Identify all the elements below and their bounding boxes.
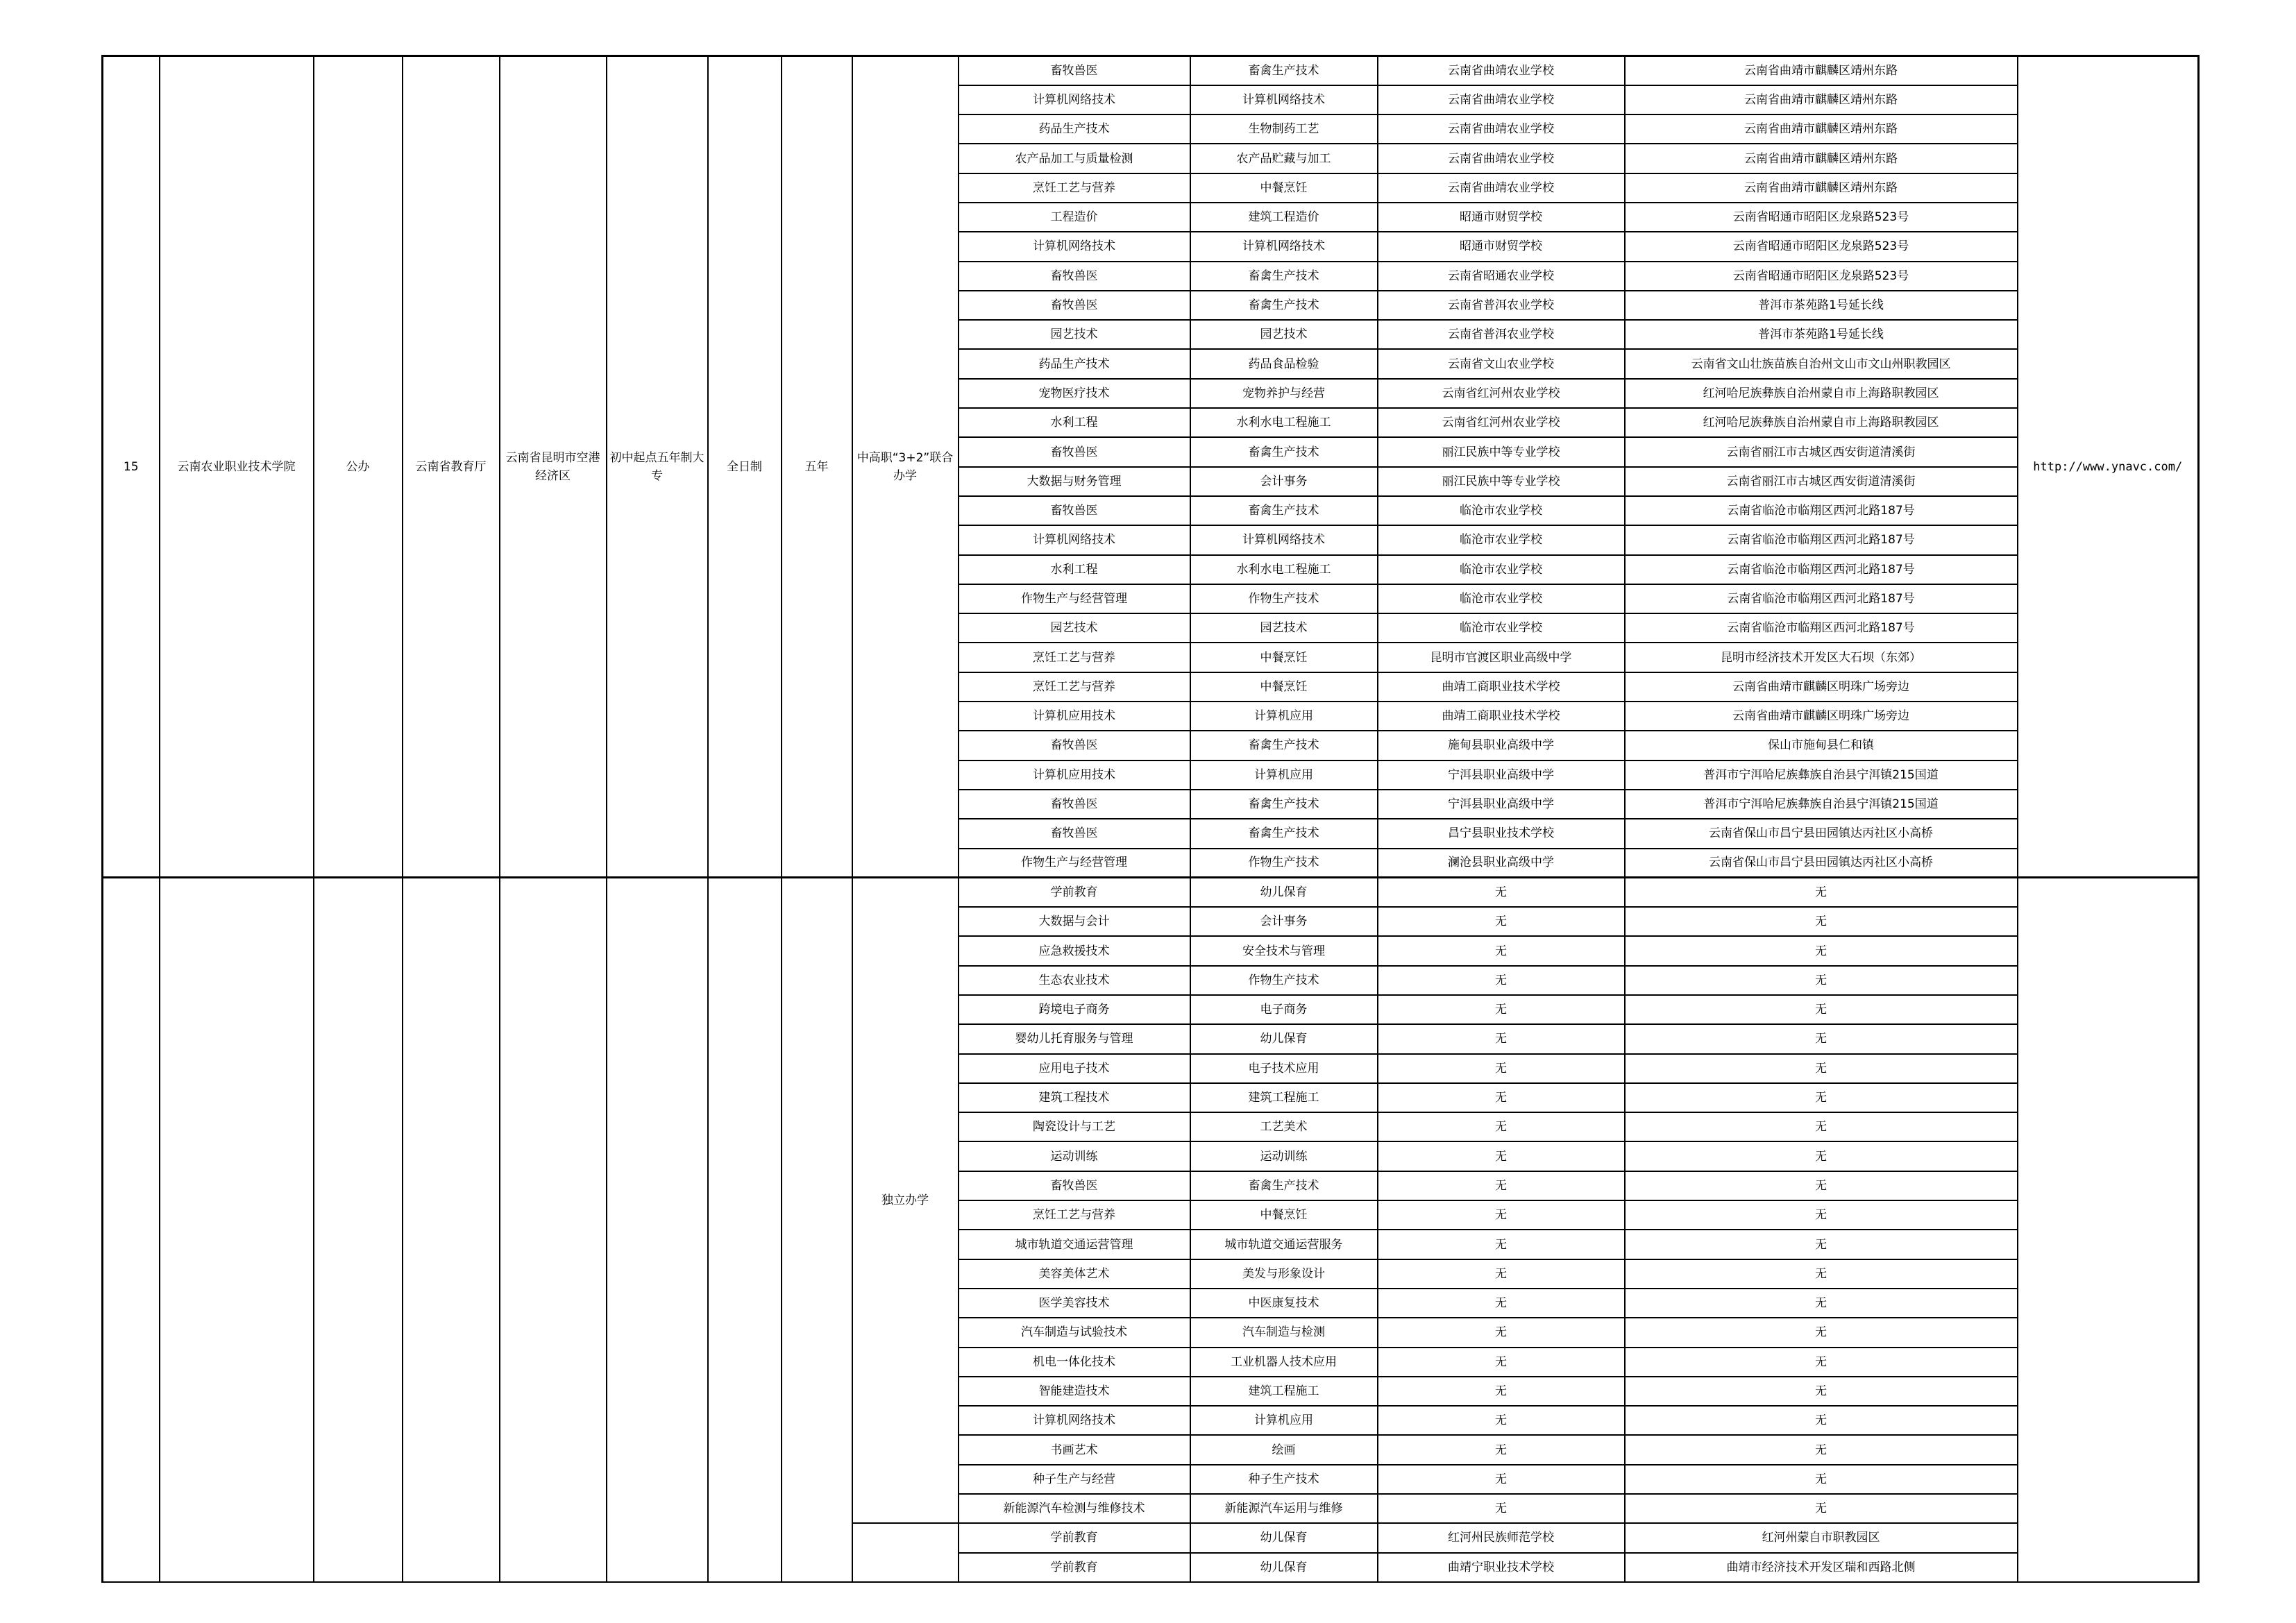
partner-address: 云南省曲靖市麒麟区靖州东路	[1625, 114, 2018, 144]
secondary-major: 药品食品检验	[1190, 349, 1378, 378]
partner-address: 无	[1625, 878, 2018, 907]
partner-address: 云南省曲靖市麒麟区明珠广场旁边	[1625, 702, 2018, 731]
secondary-major: 工业机器人技术应用	[1190, 1348, 1378, 1377]
partner-school: 无	[1378, 1171, 1625, 1200]
secondary-major: 畜禽生产技术	[1190, 1171, 1378, 1200]
major-name: 烹饪工艺与营养	[959, 173, 1190, 203]
partner-address: 曲靖市经济技术开发区瑞和西路北侧	[1625, 1553, 2018, 1582]
partner-address: 云南省临沧市临翔区西河北路187号	[1625, 555, 2018, 584]
partner-address: 无	[1625, 936, 2018, 965]
table-row	[103, 56, 2199, 85]
partner-school: 云南省曲靖农业学校	[1378, 114, 1625, 144]
competent-authority: 云南省教育厅	[403, 56, 500, 878]
partner-school: 宁洱县职业高级中学	[1378, 760, 1625, 790]
partner-address: 云南省临沧市临翔区西河北路187号	[1625, 496, 2018, 525]
cooperation-mode: 独立办学	[852, 878, 959, 1524]
major-name: 计算机网络技术	[959, 85, 1190, 114]
partner-address: 无	[1625, 1348, 2018, 1377]
partner-school: 云南省昭通农业学校	[1378, 262, 1625, 291]
secondary-major: 计算机应用	[1190, 760, 1378, 790]
major-name: 婴幼儿托育服务与管理	[959, 1024, 1190, 1053]
secondary-major: 电子商务	[1190, 995, 1378, 1024]
major-name: 生态农业技术	[959, 966, 1190, 995]
school-type: 公办	[314, 56, 403, 878]
partner-school: 无	[1378, 1024, 1625, 1053]
partner-school: 无	[1378, 1200, 1625, 1230]
school-type	[314, 878, 403, 1582]
secondary-major: 计算机网络技术	[1190, 232, 1378, 261]
cooperation-mode	[852, 1523, 959, 1582]
partner-school: 澜沧县职业高级中学	[1378, 849, 1625, 878]
secondary-major: 种子生产技术	[1190, 1465, 1378, 1494]
partner-school: 曲靖工商职业技术学校	[1378, 702, 1625, 731]
partner-address: 保山市施甸县仁和镇	[1625, 731, 2018, 760]
partner-address: 云南省丽江市古城区西安街道清溪街	[1625, 437, 2018, 466]
partner-address: 红河州蒙自市职教园区	[1625, 1523, 2018, 1552]
major-name: 畜牧兽医	[959, 790, 1190, 819]
partner-school: 云南省曲靖农业学校	[1378, 144, 1625, 173]
secondary-major: 农产品贮藏与加工	[1190, 144, 1378, 173]
school-website-link[interactable]: http://www.ynavc.com/	[2018, 56, 2199, 878]
secondary-major: 电子技术应用	[1190, 1054, 1378, 1083]
partner-address: 无	[1625, 966, 2018, 995]
major-name: 计算机应用技术	[959, 760, 1190, 790]
partner-address: 云南省丽江市古城区西安街道清溪街	[1625, 467, 2018, 496]
secondary-major: 作物生产技术	[1190, 966, 1378, 995]
partner-school: 无	[1378, 966, 1625, 995]
partner-school: 临沧市农业学校	[1378, 555, 1625, 584]
partner-address: 无	[1625, 907, 2018, 936]
major-name: 水利工程	[959, 555, 1190, 584]
secondary-major: 美发与形象设计	[1190, 1259, 1378, 1289]
partner-school: 无	[1378, 1230, 1625, 1259]
partner-address: 普洱市宁洱哈尼族彝族自治县宁洱镇215国道	[1625, 760, 2018, 790]
study-duration: 五年	[782, 56, 852, 878]
partner-school: 无	[1378, 1289, 1625, 1318]
cooperation-mode: 中高职“3+2”联合办学	[852, 56, 959, 878]
partner-address: 无	[1625, 1024, 2018, 1053]
partner-school: 临沧市农业学校	[1378, 613, 1625, 643]
major-name: 书画艺术	[959, 1435, 1190, 1464]
partner-school: 云南省普洱农业学校	[1378, 320, 1625, 349]
major-name: 宠物医疗技术	[959, 379, 1190, 408]
partner-school: 无	[1378, 1406, 1625, 1435]
partner-school: 无	[1378, 936, 1625, 965]
partner-school: 昌宁县职业技术学校	[1378, 819, 1625, 848]
major-name: 运动训练	[959, 1141, 1190, 1171]
secondary-major: 畜禽生产技术	[1190, 291, 1378, 320]
secondary-major: 畜禽生产技术	[1190, 496, 1378, 525]
partner-address: 普洱市宁洱哈尼族彝族自治县宁洱镇215国道	[1625, 790, 2018, 819]
secondary-major: 园艺技术	[1190, 320, 1378, 349]
partner-address: 云南省昭通市昭阳区龙泉路523号	[1625, 262, 2018, 291]
program-type: 初中起点五年制大专	[607, 56, 708, 878]
partner-school: 无	[1378, 1494, 1625, 1523]
school-location: 云南省昆明市空港经济区	[500, 56, 607, 878]
secondary-major: 计算机网络技术	[1190, 85, 1378, 114]
major-name: 园艺技术	[959, 613, 1190, 643]
secondary-major: 中餐烹饪	[1190, 173, 1378, 203]
major-name: 作物生产与经营管理	[959, 584, 1190, 613]
study-mode	[708, 878, 782, 1582]
partner-address: 普洱市茶苑路1号延长线	[1625, 320, 2018, 349]
partner-address: 云南省保山市昌宁县田园镇达丙社区小高桥	[1625, 819, 2018, 848]
secondary-major: 建筑工程造价	[1190, 203, 1378, 232]
partner-address: 云南省曲靖市麒麟区靖州东路	[1625, 144, 2018, 173]
partner-address: 云南省曲靖市麒麟区靖州东路	[1625, 173, 2018, 203]
partner-school: 云南省红河州农业学校	[1378, 379, 1625, 408]
secondary-major: 畜禽生产技术	[1190, 819, 1378, 848]
secondary-major: 中餐烹饪	[1190, 672, 1378, 702]
secondary-major: 畜禽生产技术	[1190, 56, 1378, 85]
major-name: 烹饪工艺与营养	[959, 1200, 1190, 1230]
partner-address: 无	[1625, 1406, 2018, 1435]
partner-address: 云南省临沧市临翔区西河北路187号	[1625, 584, 2018, 613]
partner-address: 无	[1625, 1494, 2018, 1523]
major-name: 畜牧兽医	[959, 496, 1190, 525]
major-name: 大数据与财务管理	[959, 467, 1190, 496]
partner-school: 云南省曲靖农业学校	[1378, 85, 1625, 114]
major-name: 药品生产技术	[959, 349, 1190, 378]
major-name: 畜牧兽医	[959, 56, 1190, 85]
partner-school: 无	[1378, 907, 1625, 936]
secondary-major: 水利水电工程施工	[1190, 555, 1378, 584]
major-name: 畜牧兽医	[959, 437, 1190, 466]
secondary-major: 生物制药工艺	[1190, 114, 1378, 144]
partner-school: 临沧市农业学校	[1378, 496, 1625, 525]
secondary-major: 园艺技术	[1190, 613, 1378, 643]
major-name: 大数据与会计	[959, 907, 1190, 936]
partner-address: 无	[1625, 1259, 2018, 1289]
partner-address: 云南省临沧市临翔区西河北路187号	[1625, 525, 2018, 554]
partner-school: 临沧市农业学校	[1378, 525, 1625, 554]
major-name: 种子生产与经营	[959, 1465, 1190, 1494]
major-name: 城市轨道交通运营管理	[959, 1230, 1190, 1259]
partner-school: 昭通市财贸学校	[1378, 232, 1625, 261]
secondary-major: 幼儿保育	[1190, 1523, 1378, 1552]
competent-authority	[403, 878, 500, 1582]
partner-school: 红河州民族师范学校	[1378, 1523, 1625, 1552]
major-name: 美容美体艺术	[959, 1259, 1190, 1289]
major-name: 农产品加工与质量检测	[959, 144, 1190, 173]
secondary-major: 幼儿保育	[1190, 1553, 1378, 1582]
major-name: 医学美容技术	[959, 1289, 1190, 1318]
major-name: 学前教育	[959, 1523, 1190, 1552]
enrollment-table	[101, 55, 2200, 1583]
study-mode: 全日制	[708, 56, 782, 878]
major-name: 园艺技术	[959, 320, 1190, 349]
partner-school: 无	[1378, 1318, 1625, 1347]
secondary-major: 计算机应用	[1190, 1406, 1378, 1435]
school-website-link[interactable]	[2018, 878, 2199, 1582]
major-name: 应急救援技术	[959, 936, 1190, 965]
table-row	[103, 878, 2199, 907]
secondary-major: 幼儿保育	[1190, 878, 1378, 907]
secondary-major: 会计事务	[1190, 907, 1378, 936]
secondary-major: 建筑工程施工	[1190, 1377, 1378, 1406]
secondary-major: 作物生产技术	[1190, 584, 1378, 613]
partner-school: 施甸县职业高级中学	[1378, 731, 1625, 760]
program-type	[607, 878, 708, 1582]
partner-address: 云南省昭通市昭阳区龙泉路523号	[1625, 203, 2018, 232]
secondary-major: 计算机应用	[1190, 702, 1378, 731]
secondary-major: 畜禽生产技术	[1190, 790, 1378, 819]
major-name: 烹饪工艺与营养	[959, 672, 1190, 702]
partner-school: 无	[1378, 1465, 1625, 1494]
partner-school: 宁洱县职业高级中学	[1378, 790, 1625, 819]
major-name: 药品生产技术	[959, 114, 1190, 144]
secondary-major: 幼儿保育	[1190, 1024, 1378, 1053]
secondary-major: 建筑工程施工	[1190, 1083, 1378, 1112]
secondary-major: 城市轨道交通运营服务	[1190, 1230, 1378, 1259]
secondary-major: 中医康复技术	[1190, 1289, 1378, 1318]
partner-school: 无	[1378, 1259, 1625, 1289]
major-name: 新能源汽车检测与维修技术	[959, 1494, 1190, 1523]
partner-address: 无	[1625, 1230, 2018, 1259]
major-name: 学前教育	[959, 1553, 1190, 1582]
partner-school: 曲靖宁职业技术学校	[1378, 1553, 1625, 1582]
partner-school: 无	[1378, 1054, 1625, 1083]
major-name: 机电一体化技术	[959, 1348, 1190, 1377]
partner-school: 云南省红河州农业学校	[1378, 408, 1625, 437]
major-name: 水利工程	[959, 408, 1190, 437]
major-name: 作物生产与经营管理	[959, 849, 1190, 878]
study-duration	[782, 878, 852, 1582]
major-name: 计算机网络技术	[959, 525, 1190, 554]
partner-school: 丽江民族中等专业学校	[1378, 467, 1625, 496]
table-body	[103, 56, 2199, 1582]
partner-address: 云南省临沧市临翔区西河北路187号	[1625, 613, 2018, 643]
partner-school: 无	[1378, 1083, 1625, 1112]
partner-school: 无	[1378, 1377, 1625, 1406]
secondary-major: 中餐烹饪	[1190, 1200, 1378, 1230]
partner-school: 无	[1378, 1435, 1625, 1464]
secondary-major: 作物生产技术	[1190, 849, 1378, 878]
secondary-major: 宠物养护与经营	[1190, 379, 1378, 408]
major-name: 计算机网络技术	[959, 1406, 1190, 1435]
major-name: 陶瓷设计与工艺	[959, 1112, 1190, 1141]
major-name: 建筑工程技术	[959, 1083, 1190, 1112]
school-name	[160, 878, 314, 1582]
partner-address: 无	[1625, 1054, 2018, 1083]
partner-school: 丽江民族中等专业学校	[1378, 437, 1625, 466]
major-name: 应用电子技术	[959, 1054, 1190, 1083]
partner-school: 无	[1378, 995, 1625, 1024]
partner-school: 无	[1378, 1348, 1625, 1377]
secondary-major: 中餐烹饪	[1190, 643, 1378, 672]
major-name: 畜牧兽医	[959, 1171, 1190, 1200]
major-name: 计算机网络技术	[959, 232, 1190, 261]
partner-address: 云南省昭通市昭阳区龙泉路523号	[1625, 232, 2018, 261]
partner-school: 曲靖工商职业技术学校	[1378, 672, 1625, 702]
partner-address: 无	[1625, 1083, 2018, 1112]
major-name: 工程造价	[959, 203, 1190, 232]
secondary-major: 计算机网络技术	[1190, 525, 1378, 554]
major-name: 计算机应用技术	[959, 702, 1190, 731]
partner-address: 无	[1625, 1289, 2018, 1318]
partner-school: 昆明市官渡区职业高级中学	[1378, 643, 1625, 672]
major-name: 畜牧兽医	[959, 291, 1190, 320]
partner-address: 普洱市茶苑路1号延长线	[1625, 291, 2018, 320]
partner-school: 云南省曲靖农业学校	[1378, 173, 1625, 203]
record-number: 15	[103, 56, 160, 878]
secondary-major: 汽车制造与检测	[1190, 1318, 1378, 1347]
partner-address: 无	[1625, 1112, 2018, 1141]
major-name: 学前教育	[959, 878, 1190, 907]
partner-address: 无	[1625, 1200, 2018, 1230]
secondary-major: 工艺美术	[1190, 1112, 1378, 1141]
partner-address: 昆明市经济技术开发区大石坝（东郊）	[1625, 643, 2018, 672]
partner-address: 云南省曲靖市麒麟区靖州东路	[1625, 56, 2018, 85]
partner-school: 临沧市农业学校	[1378, 584, 1625, 613]
secondary-major: 水利水电工程施工	[1190, 408, 1378, 437]
major-name: 畜牧兽医	[959, 731, 1190, 760]
secondary-major: 会计事务	[1190, 467, 1378, 496]
partner-school: 云南省普洱农业学校	[1378, 291, 1625, 320]
major-name: 智能建造技术	[959, 1377, 1190, 1406]
major-name: 畜牧兽医	[959, 819, 1190, 848]
partner-address: 云南省文山壮族苗族自治州文山市文山州职教园区	[1625, 349, 2018, 378]
major-name: 跨境电子商务	[959, 995, 1190, 1024]
partner-address: 无	[1625, 1141, 2018, 1171]
partner-school: 昭通市财贸学校	[1378, 203, 1625, 232]
partner-school: 无	[1378, 878, 1625, 907]
partner-address: 无	[1625, 1318, 2018, 1347]
partner-address: 红河哈尼族彝族自治州蒙自市上海路职教园区	[1625, 408, 2018, 437]
partner-address: 无	[1625, 1377, 2018, 1406]
partner-school: 云南省曲靖农业学校	[1378, 56, 1625, 85]
school-location	[500, 878, 607, 1582]
secondary-major: 绘画	[1190, 1435, 1378, 1464]
partner-address: 无	[1625, 1435, 2018, 1464]
major-name: 畜牧兽医	[959, 262, 1190, 291]
partner-address: 无	[1625, 995, 2018, 1024]
partner-school: 无	[1378, 1141, 1625, 1171]
partner-address: 云南省曲靖市麒麟区明珠广场旁边	[1625, 672, 2018, 702]
school-name: 云南农业职业技术学院	[160, 56, 314, 878]
partner-address: 无	[1625, 1465, 2018, 1494]
partner-address: 云南省保山市昌宁县田园镇达丙社区小高桥	[1625, 849, 2018, 878]
major-name: 烹饪工艺与营养	[959, 643, 1190, 672]
partner-school: 云南省文山农业学校	[1378, 349, 1625, 378]
secondary-major: 运动训练	[1190, 1141, 1378, 1171]
secondary-major: 安全技术与管理	[1190, 936, 1378, 965]
secondary-major: 畜禽生产技术	[1190, 437, 1378, 466]
partner-school: 无	[1378, 1112, 1625, 1141]
major-name: 汽车制造与试验技术	[959, 1318, 1190, 1347]
secondary-major: 新能源汽车运用与维修	[1190, 1494, 1378, 1523]
partner-address: 云南省曲靖市麒麟区靖州东路	[1625, 85, 2018, 114]
partner-address: 无	[1625, 1171, 2018, 1200]
record-number	[103, 878, 160, 1582]
secondary-major: 畜禽生产技术	[1190, 731, 1378, 760]
secondary-major: 畜禽生产技术	[1190, 262, 1378, 291]
partner-address: 红河哈尼族彝族自治州蒙自市上海路职教园区	[1625, 379, 2018, 408]
